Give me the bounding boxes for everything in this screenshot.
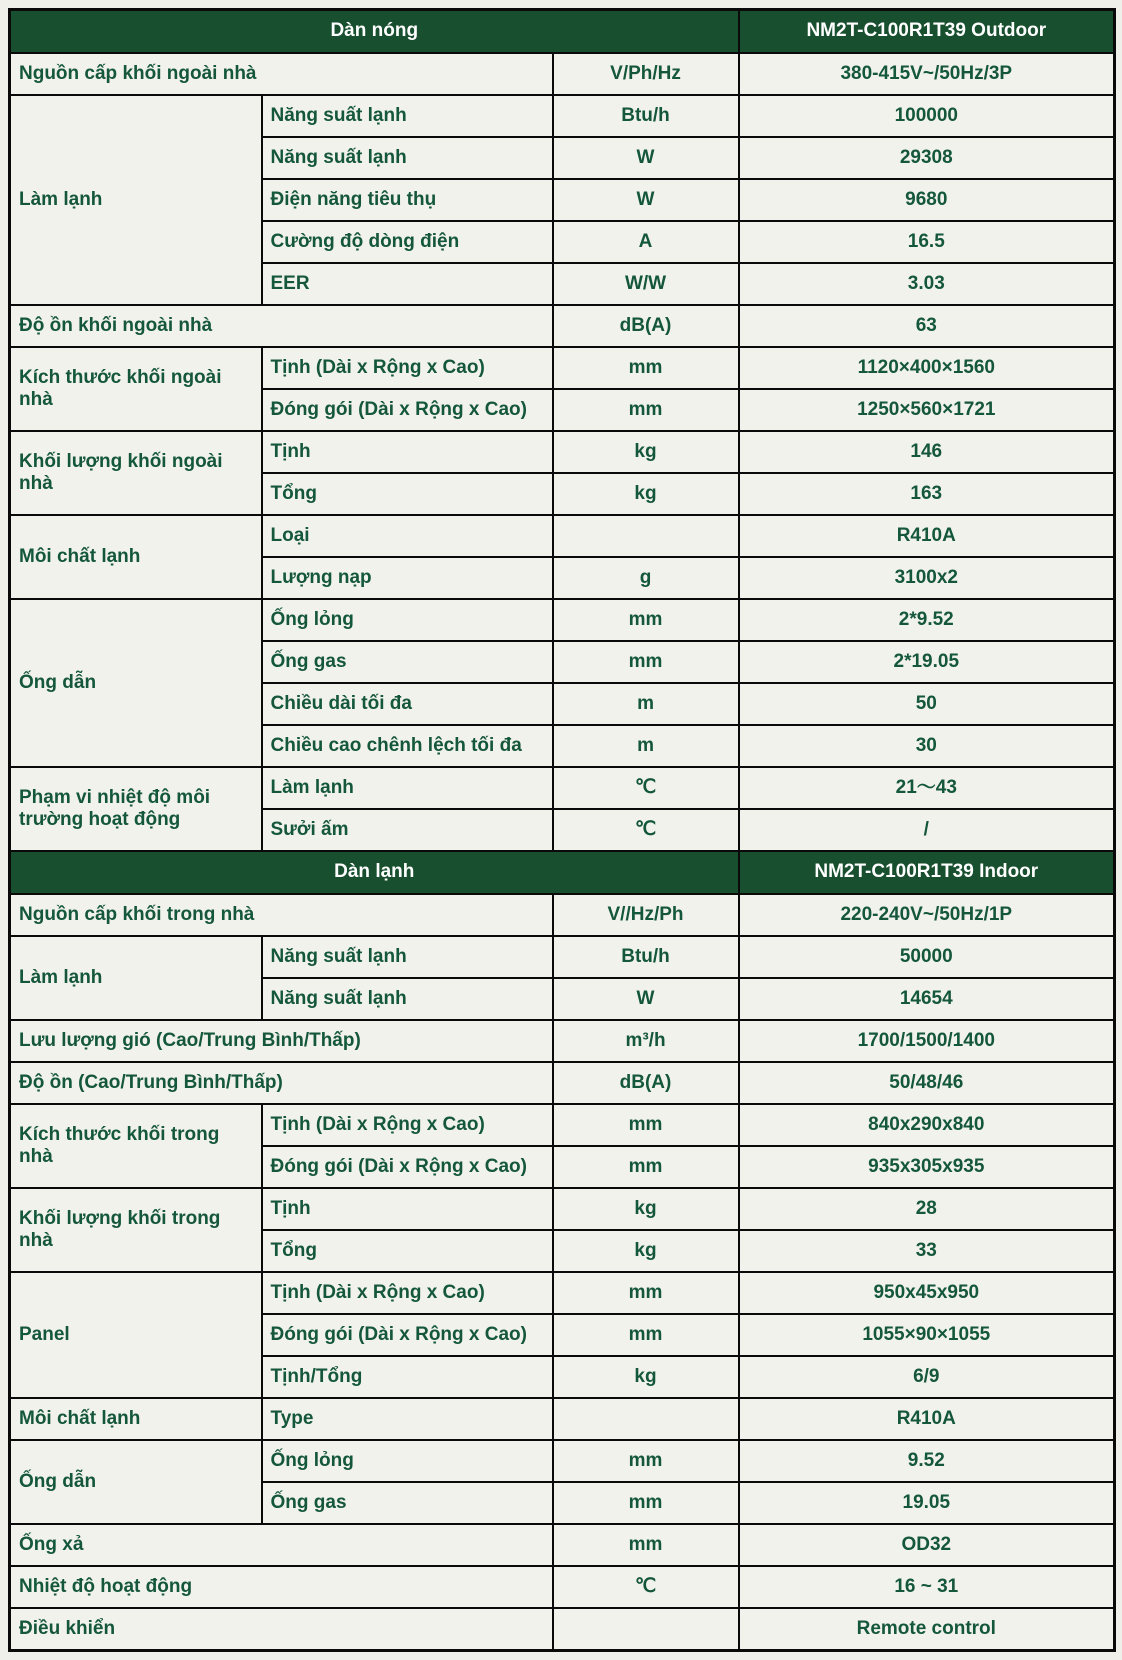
unit-cell: m (553, 725, 739, 767)
unit-cell: V/Ph/Hz (553, 53, 739, 95)
section-header-row (10, 851, 1115, 894)
unit-cell: kg (553, 1188, 739, 1230)
table-row (10, 1062, 1115, 1104)
label-cell: Ống gas (262, 641, 553, 683)
table-row (10, 1440, 1115, 1482)
value-cell: / (739, 809, 1115, 851)
label-cell: Ống gas (262, 1482, 553, 1524)
section-title: Dàn nóng (10, 10, 739, 54)
spec-table-body (10, 10, 1115, 1651)
value-cell: 2*19.05 (739, 641, 1115, 683)
unit-cell: mm (553, 1440, 739, 1482)
label-cell: Tịnh (Dài x Rộng x Cao) (262, 1104, 553, 1146)
label-cell: Độ ồn (Cao/Trung Bình/Thấp) (10, 1062, 553, 1104)
label-cell: Năng suất lạnh (262, 978, 553, 1020)
label-cell: Chiều dài tối đa (262, 683, 553, 725)
value-cell: 6/9 (739, 1356, 1115, 1398)
label-cell: Nguồn cấp khối trong nhà (10, 894, 553, 936)
label-cell: Loại (262, 515, 553, 557)
label-cell: Ống lỏng (262, 599, 553, 641)
label-cell: Nhiệt độ hoạt động (10, 1566, 553, 1608)
unit-cell: W (553, 978, 739, 1020)
group-cell: Môi chất lạnh (10, 515, 262, 599)
group-cell: Môi chất lạnh (10, 1398, 262, 1440)
unit-cell: Btu/h (553, 936, 739, 978)
value-cell: 935x305x935 (739, 1146, 1115, 1188)
group-cell: Kích thước khối ngoài nhà (10, 347, 262, 431)
value-cell: 2*9.52 (739, 599, 1115, 641)
section-model: NM2T-C100R1T39 Outdoor (739, 10, 1115, 54)
unit-cell: mm (553, 641, 739, 683)
group-cell: Khối lượng khối ngoài nhà (10, 431, 262, 515)
table-row (10, 95, 1115, 137)
unit-cell: dB(A) (553, 305, 739, 347)
value-cell: 50 (739, 683, 1115, 725)
value-cell: 30 (739, 725, 1115, 767)
label-cell: Cường độ dòng điện (262, 221, 553, 263)
value-cell: 50/48/46 (739, 1062, 1115, 1104)
label-cell: Type (262, 1398, 553, 1440)
unit-cell (553, 515, 739, 557)
unit-cell: kg (553, 1356, 739, 1398)
value-cell: 28 (739, 1188, 1115, 1230)
value-cell: 950x45x950 (739, 1272, 1115, 1314)
group-cell: Làm lạnh (10, 95, 262, 305)
value-cell: 3.03 (739, 263, 1115, 305)
unit-cell: mm (553, 1524, 739, 1566)
unit-cell: W/W (553, 263, 739, 305)
table-row (10, 347, 1115, 389)
unit-cell: mm (553, 1482, 739, 1524)
unit-cell: kg (553, 1230, 739, 1272)
value-cell: Remote control (739, 1608, 1115, 1651)
unit-cell: mm (553, 1146, 739, 1188)
unit-cell: g (553, 557, 739, 599)
label-cell: Tịnh/Tổng (262, 1356, 553, 1398)
table-row (10, 1566, 1115, 1608)
label-cell: Điện năng tiêu thụ (262, 179, 553, 221)
value-cell: 21～43 (739, 767, 1115, 809)
unit-cell: dB(A) (553, 1062, 739, 1104)
group-cell: Làm lạnh (10, 936, 262, 1020)
label-cell: Điều khiển (10, 1608, 553, 1651)
label-cell: Tịnh (262, 431, 553, 473)
value-cell: 163 (739, 473, 1115, 515)
value-cell: 1120×400×1560 (739, 347, 1115, 389)
value-cell: 9680 (739, 179, 1115, 221)
spec-table (8, 8, 1116, 1652)
group-cell: Ống dẫn (10, 1440, 262, 1524)
value-cell: 33 (739, 1230, 1115, 1272)
label-cell: EER (262, 263, 553, 305)
value-cell: 29308 (739, 137, 1115, 179)
table-row (10, 1104, 1115, 1146)
section-model: NM2T-C100R1T39 Indoor (739, 851, 1115, 894)
label-cell: Năng suất lạnh (262, 936, 553, 978)
value-cell: 100000 (739, 95, 1115, 137)
label-cell: Tổng (262, 1230, 553, 1272)
value-cell: 9.52 (739, 1440, 1115, 1482)
value-cell: 146 (739, 431, 1115, 473)
table-row (10, 515, 1115, 557)
value-cell: R410A (739, 1398, 1115, 1440)
table-row (10, 936, 1115, 978)
label-cell: Đóng gói (Dài x Rộng x Cao) (262, 1314, 553, 1356)
group-cell: Phạm vi nhiệt độ môi trường hoạt động (10, 767, 262, 851)
value-cell: 1250×560×1721 (739, 389, 1115, 431)
unit-cell: m³/h (553, 1020, 739, 1062)
label-cell: Lượng nạp (262, 557, 553, 599)
label-cell: Chiều cao chênh lệch tối đa (262, 725, 553, 767)
value-cell: 14654 (739, 978, 1115, 1020)
table-row (10, 599, 1115, 641)
unit-cell: ℃ (553, 767, 739, 809)
group-cell: Kích thước khối trong nhà (10, 1104, 262, 1188)
label-cell: Ống xả (10, 1524, 553, 1566)
unit-cell: mm (553, 1314, 739, 1356)
value-cell: 380-415V~/50Hz/3P (739, 53, 1115, 95)
label-cell: Tịnh (Dài x Rộng x Cao) (262, 1272, 553, 1314)
section-header-row (10, 10, 1115, 54)
label-cell: Nguồn cấp khối ngoài nhà (10, 53, 553, 95)
table-row (10, 1272, 1115, 1314)
unit-cell: mm (553, 599, 739, 641)
table-row (10, 1524, 1115, 1566)
unit-cell: W (553, 137, 739, 179)
group-cell: Khối lượng khối trong nhà (10, 1188, 262, 1272)
label-cell: Sưởi ấm (262, 809, 553, 851)
unit-cell: kg (553, 473, 739, 515)
unit-cell: kg (553, 431, 739, 473)
label-cell: Tịnh (262, 1188, 553, 1230)
value-cell: 220-240V~/50Hz/1P (739, 894, 1115, 936)
unit-cell: mm (553, 347, 739, 389)
label-cell: Năng suất lạnh (262, 137, 553, 179)
label-cell: Ống lỏng (262, 1440, 553, 1482)
unit-cell (553, 1398, 739, 1440)
label-cell: Làm lạnh (262, 767, 553, 809)
table-row (10, 1020, 1115, 1062)
value-cell: 50000 (739, 936, 1115, 978)
section-title: Dàn lạnh (10, 851, 739, 894)
label-cell: Lưu lượng gió (Cao/Trung Bình/Thấp) (10, 1020, 553, 1062)
table-row (10, 767, 1115, 809)
value-cell: OD32 (739, 1524, 1115, 1566)
unit-cell: m (553, 683, 739, 725)
group-cell: Panel (10, 1272, 262, 1398)
unit-cell: mm (553, 1104, 739, 1146)
unit-cell: Btu/h (553, 95, 739, 137)
table-row (10, 53, 1115, 95)
unit-cell: A (553, 221, 739, 263)
unit-cell: mm (553, 389, 739, 431)
value-cell: 3100x2 (739, 557, 1115, 599)
label-cell: Năng suất lạnh (262, 95, 553, 137)
unit-cell (553, 1608, 739, 1651)
unit-cell: V//Hz/Ph (553, 894, 739, 936)
table-row (10, 1608, 1115, 1651)
label-cell: Tổng (262, 473, 553, 515)
table-row (10, 1398, 1115, 1440)
label-cell: Đóng gói (Dài x Rộng x Cao) (262, 389, 553, 431)
value-cell: 840x290x840 (739, 1104, 1115, 1146)
value-cell: 1700/1500/1400 (739, 1020, 1115, 1062)
value-cell: 1055×90×1055 (739, 1314, 1115, 1356)
group-cell: Ống dẫn (10, 599, 262, 767)
table-row (10, 894, 1115, 936)
label-cell: Tịnh (Dài x Rộng x Cao) (262, 347, 553, 389)
table-row (10, 431, 1115, 473)
value-cell: 63 (739, 305, 1115, 347)
label-cell: Đóng gói (Dài x Rộng x Cao) (262, 1146, 553, 1188)
unit-cell: W (553, 179, 739, 221)
unit-cell: mm (553, 1272, 739, 1314)
value-cell: 19.05 (739, 1482, 1115, 1524)
table-row (10, 305, 1115, 347)
unit-cell: ℃ (553, 809, 739, 851)
value-cell: 16.5 (739, 221, 1115, 263)
value-cell: R410A (739, 515, 1115, 557)
table-row (10, 1188, 1115, 1230)
label-cell: Độ ồn khối ngoài nhà (10, 305, 553, 347)
value-cell: 16 ~ 31 (739, 1566, 1115, 1608)
unit-cell: ℃ (553, 1566, 739, 1608)
